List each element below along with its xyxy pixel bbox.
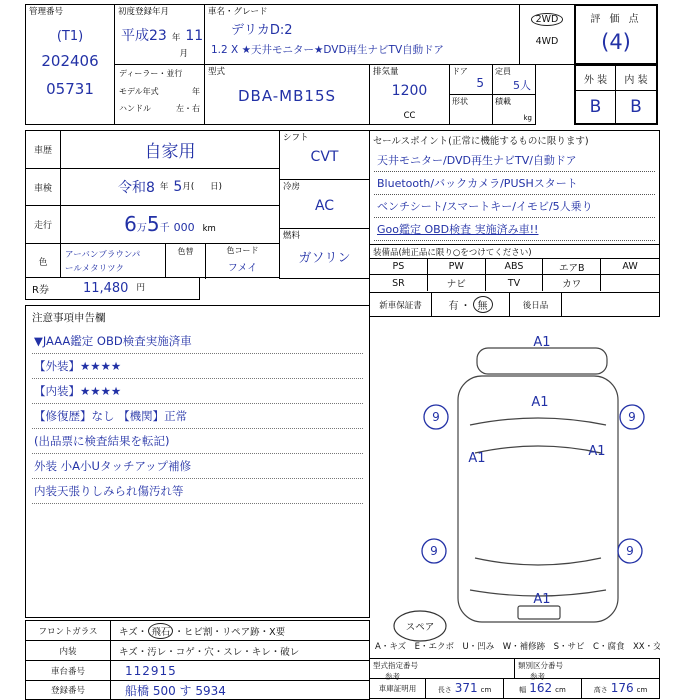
later-items-empty [562, 293, 659, 316]
evaluation-score-label: 評 価 点 [590, 14, 642, 25]
first-registration-era-year: 平成23 [121, 28, 167, 45]
equip-airbag: エアB [543, 259, 601, 275]
shape-label: 形状 [452, 97, 468, 106]
first-registration-label: 初度登録年月 [118, 7, 170, 17]
evaluation-score-value: (4) [601, 30, 631, 54]
evaluation-score-box [574, 4, 658, 65]
inspection-label: 車検 [26, 169, 61, 205]
history-label: 車歴 [26, 131, 61, 168]
car-name-grade-label: 車名・グレード [208, 7, 268, 17]
wheel-mark-rl: 9 [430, 544, 438, 558]
capacity-value: 5人 [513, 79, 531, 92]
length-label: 長さ [437, 686, 452, 694]
equip-tv: TV [486, 275, 544, 291]
spec-dimension-table [369, 658, 660, 699]
drive-type-selected: 2WD [531, 13, 564, 26]
shift-value: CVT [310, 149, 339, 166]
inspection-row [26, 169, 279, 206]
dealer-info-box [114, 64, 205, 125]
warranty-separator: ・ [460, 301, 471, 312]
height-unit: cm [636, 686, 648, 694]
interior-condition-row [25, 640, 370, 661]
chassis-number-label: 車台番号 [26, 661, 111, 680]
sales-point-line3: ベンチシート/スマートキー/イモビ/5人乗り [374, 195, 655, 218]
car-grade-value: 1.2 X ★天井モニター★DVD再生ナビTV自動ドア [211, 44, 444, 57]
length-unit: cm [480, 686, 492, 694]
equip-empty [601, 275, 659, 291]
interior-label: 内 装 [616, 66, 656, 91]
wheel-mark-rr: 9 [626, 544, 634, 558]
width-label: 幅 [519, 686, 527, 694]
garage-certificate-label: 車庫証明用 [370, 679, 426, 698]
equip-abs: ABS [486, 259, 544, 275]
inspection-month-unit: 月( [182, 181, 195, 192]
front-glass-circled: 飛石 [148, 623, 173, 639]
management-number-line2: 202406 [41, 52, 99, 71]
type-designation-label: 型式指定番号 [373, 661, 418, 670]
model-code-box [204, 64, 370, 125]
handle-label: ハンドル [119, 104, 151, 114]
sales-point-line4: Goo鑑定 OBD検査 実施済み車!! [374, 218, 655, 241]
note-line5: (出品票に検査結果を転記) [32, 429, 363, 454]
front-glass-post: ・ヒビ割・リペア跡・X要 [174, 626, 286, 638]
exterior-grade: B [576, 91, 616, 123]
load-box [492, 94, 536, 125]
notes-box [25, 305, 370, 618]
model-code-label: 型式 [208, 67, 226, 77]
registration-number-value: 船橋 500 す 5934 [125, 683, 226, 698]
chassis-number-row [25, 660, 370, 681]
shape-box [449, 94, 493, 125]
registration-number-label: 登録番号 [26, 681, 111, 699]
sales-points-box [369, 130, 660, 245]
color-change-label: 色替 [177, 247, 194, 256]
color-value-line1: アーバンブラウンパ [65, 250, 141, 260]
damage-mark-right-side: A1 [588, 444, 606, 459]
car-windshield-line [475, 446, 601, 453]
warranty-label: 新車保証書 [370, 293, 432, 316]
front-glass-row [25, 620, 370, 641]
registration-number-row [25, 680, 370, 700]
dealer-parallel-label: ディーラー・並行 [119, 69, 183, 78]
damage-mark-front-top: A1 [533, 335, 551, 350]
car-rear-window-line [475, 558, 601, 565]
equip-pw: PW [428, 259, 486, 275]
mileage-unit2: 千 [159, 223, 170, 234]
mileage-digit1: 6 [124, 212, 137, 236]
sales-points-title: セールスポイント(正常に機能するものに限ります) [373, 136, 589, 147]
fuel-label: 燃料 [283, 231, 301, 241]
history-row [26, 131, 279, 169]
color-value-line2: ールメタリツク [65, 264, 124, 274]
equip-aw: AW [601, 259, 659, 275]
length-value: 371 [454, 681, 478, 695]
note-line1: ▼JAAA鑑定 OBD検査実施済車 [32, 329, 363, 354]
interior-condition-label: 内装 [26, 641, 111, 660]
note-line7: 内装天張りしみられ傷汚れ等 [32, 479, 363, 504]
shift-label: シフト [283, 133, 309, 143]
recycle-ticket-unit: 円 [136, 283, 145, 294]
displacement-label: 排気量 [373, 67, 399, 77]
car-front-bumper [477, 348, 607, 374]
equip-navi: ナビ [428, 275, 486, 291]
inspection-era-year: 令和8 [117, 180, 155, 196]
color-code-label: 色コード [226, 246, 259, 255]
equipment-title: 装備品(純正品に限り○をつけてください) [370, 245, 659, 259]
inspection-month: 5 [173, 179, 183, 195]
history-value: 自家用 [144, 142, 196, 162]
model-year-unit: 年 [192, 86, 200, 96]
recycle-ticket-label: R券 [32, 285, 49, 296]
ac-value: AC [314, 198, 335, 215]
fuel-cell [280, 229, 369, 278]
door-box [449, 64, 493, 95]
height-label: 高さ [593, 686, 608, 694]
car-diagram [369, 318, 660, 655]
equip-leather: カワ [543, 275, 601, 291]
notes-title: 注意事項申告欄 [32, 312, 106, 324]
color-code-value: フメイ [227, 262, 258, 274]
mileage-row [26, 206, 279, 244]
displacement-box [369, 64, 450, 125]
displacement-value: 1200 [391, 83, 428, 100]
width-value: 162 [529, 681, 553, 695]
car-name-value: デリカD:2 [231, 23, 293, 39]
model-year-label: モデル年式 [119, 86, 159, 96]
fuel-value: ガソリン [298, 251, 351, 267]
warranty-row [369, 292, 660, 317]
first-registration-month: 11 [185, 28, 204, 45]
exterior-label: 外 装 [576, 66, 616, 91]
warranty-no-circled: 無 [473, 296, 493, 313]
equip-ps: PS [370, 259, 428, 275]
damage-legend: A・キズ E・エクボ U・凹み W・補修跡 S・サビ C・腐食 XX・交換済 [375, 642, 660, 652]
interior-grade: B [630, 97, 642, 117]
recycle-ticket-value: 11,480 [82, 281, 129, 296]
note-line3: 【内装】★★★★ [32, 379, 363, 404]
sales-point-line1: 天井モニター/DVD再生ナビTV/自動ドア [374, 149, 655, 172]
front-glass-label: フロントガラス [26, 621, 111, 640]
height-value: 176 [610, 681, 634, 695]
first-registration-year-unit: 年 [171, 33, 181, 44]
color-row [26, 244, 279, 279]
interior-condition-value: キズ・汚レ・コゲ・穴・スレ・キレ・破レ [119, 646, 300, 658]
sales-point-line2: Bluetooth/バックカメラ/PUSHスタート [374, 172, 655, 195]
mileage-rest: 000 [173, 221, 195, 234]
ac-cell [280, 180, 369, 229]
front-glass-pre: キズ・ [119, 626, 148, 638]
first-registration-box [114, 4, 205, 65]
displacement-unit: CC [403, 110, 416, 121]
management-number-label: 管理番号 [29, 7, 64, 17]
management-number-box [25, 4, 115, 125]
capacity-label: 定員 [495, 67, 511, 76]
management-number-line3: 05731 [46, 80, 94, 99]
later-items-label: 後日品 [510, 293, 562, 316]
equip-sr: SR [370, 275, 428, 291]
damage-mark-left-side: A1 [468, 451, 486, 466]
vehicle-info-table [25, 130, 280, 278]
drive-type-alt: 4WD [535, 36, 559, 47]
warranty-yes: 有 [448, 301, 459, 312]
damage-mark-hood: A1 [531, 395, 549, 410]
damage-mark-rear: A1 [533, 592, 551, 607]
wheel-mark-fl: 9 [432, 410, 440, 424]
shift-cell [280, 131, 369, 180]
mileage-digit2: 5 [146, 212, 160, 236]
ac-label: 冷房 [283, 182, 301, 192]
management-number-line1: (T1) [56, 29, 84, 45]
door-label: ドア [452, 67, 468, 76]
spare-tire-label: スペア [405, 622, 435, 633]
inspection-day-unit: 日) [210, 181, 222, 192]
note-line6: 外装 小A小Uタッチアップ補修 [32, 454, 363, 479]
mileage-unit1: 万 [136, 223, 147, 234]
car-name-grade-box [204, 4, 520, 65]
note-line4: 【修復歴】なし 【機関】正常 [32, 404, 363, 429]
mileage-label: 走行 [26, 206, 61, 243]
note-line2: 【外装】★★★★ [32, 354, 363, 379]
first-registration-month-unit: 月 [179, 48, 188, 59]
chassis-number-value: 112915 [125, 663, 177, 678]
drivetrain-column [279, 130, 370, 279]
class-division-value: 参考 [530, 672, 545, 681]
mileage-km-unit: km [202, 224, 216, 234]
equipment-box [369, 244, 660, 293]
recycle-ticket-box [25, 277, 200, 300]
handle-value: 左・右 [176, 104, 200, 114]
car-body-outline [458, 376, 618, 622]
inspection-year-unit: 年 [159, 181, 169, 192]
door-value: 5 [476, 76, 484, 90]
class-division-label: 類別区分番号 [518, 661, 563, 670]
car-rear-plate [518, 606, 560, 619]
width-unit: cm [555, 686, 566, 694]
color-label: 色 [26, 244, 61, 279]
damage-diagram-area [369, 318, 660, 655]
drive-type-box [519, 4, 575, 65]
model-code-value: DBA-MB15S [237, 87, 337, 106]
capacity-box [492, 64, 536, 95]
load-label: 積載 [495, 97, 511, 106]
load-unit: kg [523, 113, 532, 122]
type-designation-value: 参考 [385, 672, 400, 681]
car-hood-line [470, 418, 606, 425]
exterior-interior-box [574, 64, 658, 125]
wheel-mark-fr: 9 [628, 410, 636, 424]
